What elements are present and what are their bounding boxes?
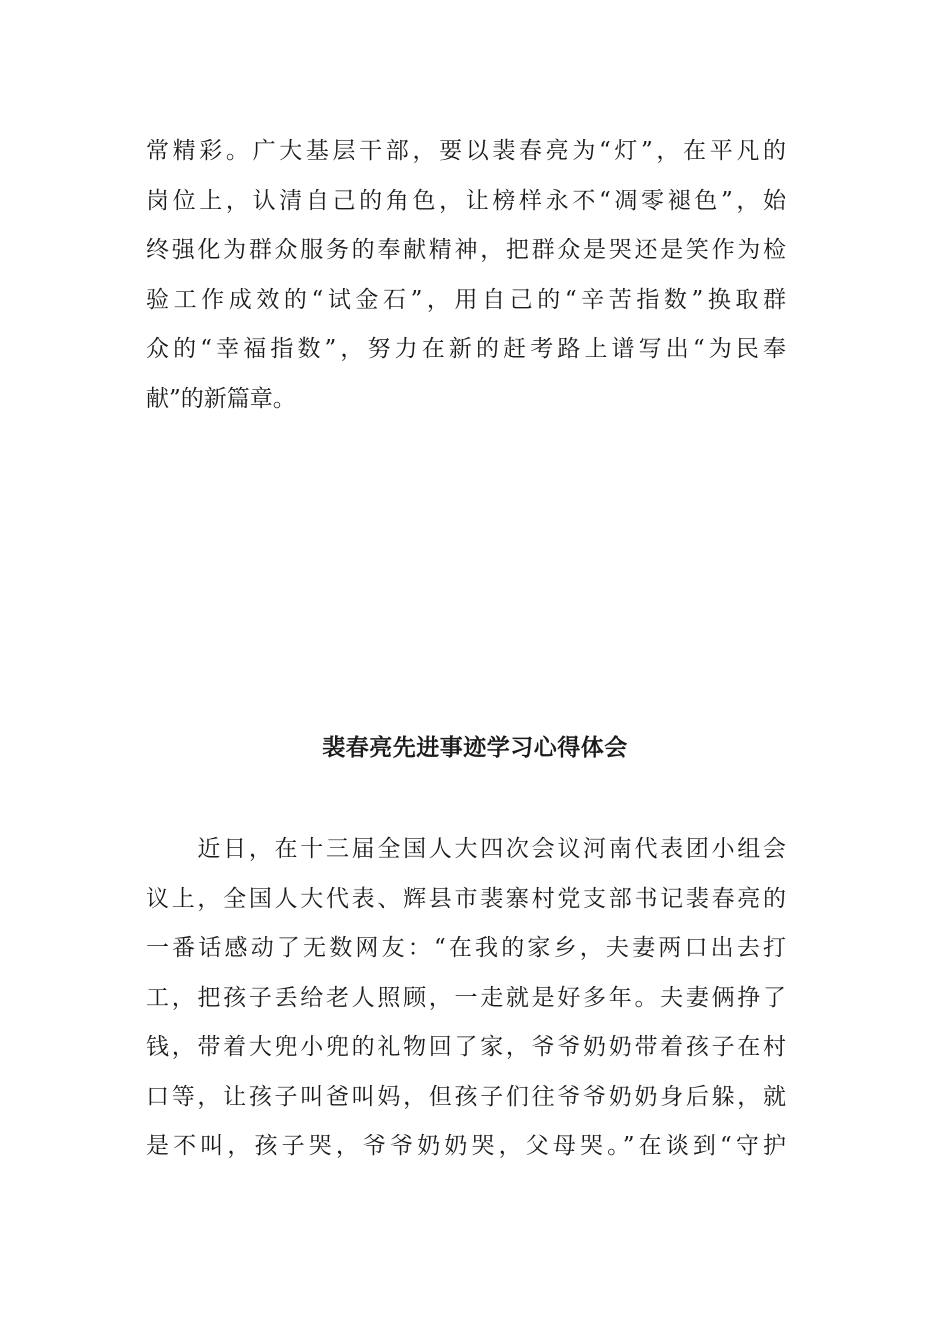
paragraph-line: 众的“幸福指数”，努力在新的赶考路上谱写出“为民奉 — [146, 336, 786, 362]
previous-section-paragraph — [146, 127, 786, 424]
paragraph-line: 一番话感动了无数网友：“在我的家乡，夫妻两口出去打 — [146, 935, 786, 961]
paragraph-line: 终强化为群众服务的奉献精神，把群众是哭还是笑作为检 — [146, 237, 786, 263]
paragraph-line: 是不叫，孩子哭，爷爷奶奶哭，父母哭。”在谈到“守护 — [146, 1133, 786, 1159]
paragraph-line: 近日，在十三届全国人大四次会议河南代表团小组会 — [146, 836, 786, 862]
paragraph-line: 钱，带着大兜小兜的礼物回了家，爷爷奶奶带着孩子在村 — [146, 1034, 786, 1060]
paragraph-line: 口等，让孩子叫爸叫妈，但孩子们往爷爷奶奶身后躲，就 — [146, 1083, 786, 1110]
paragraph-line: 工，把孩子丢给老人照顾，一走就是好多年。夫妻俩挣了 — [146, 984, 786, 1011]
article-paragraph — [146, 825, 786, 1172]
paragraph-line: 岗位上，认清自己的角色，让榜样永不“凋零褪色”，始 — [146, 187, 786, 214]
paragraph-line: 议上，全国人大代表、辉县市裴寨村党支部书记裴春亮的 — [146, 885, 786, 912]
paragraph-line: 常精彩。广大基层干部，要以裴春亮为“灯”，在平凡的 — [146, 138, 786, 164]
paragraph-line: 验工作成效的“试金石”，用自己的“辛苦指数”换取群 — [146, 286, 786, 313]
paragraph-line: 献”的新篇章。 — [146, 385, 296, 412]
article-title: 裴春亮先进事迹学习心得体会 — [322, 735, 628, 761]
